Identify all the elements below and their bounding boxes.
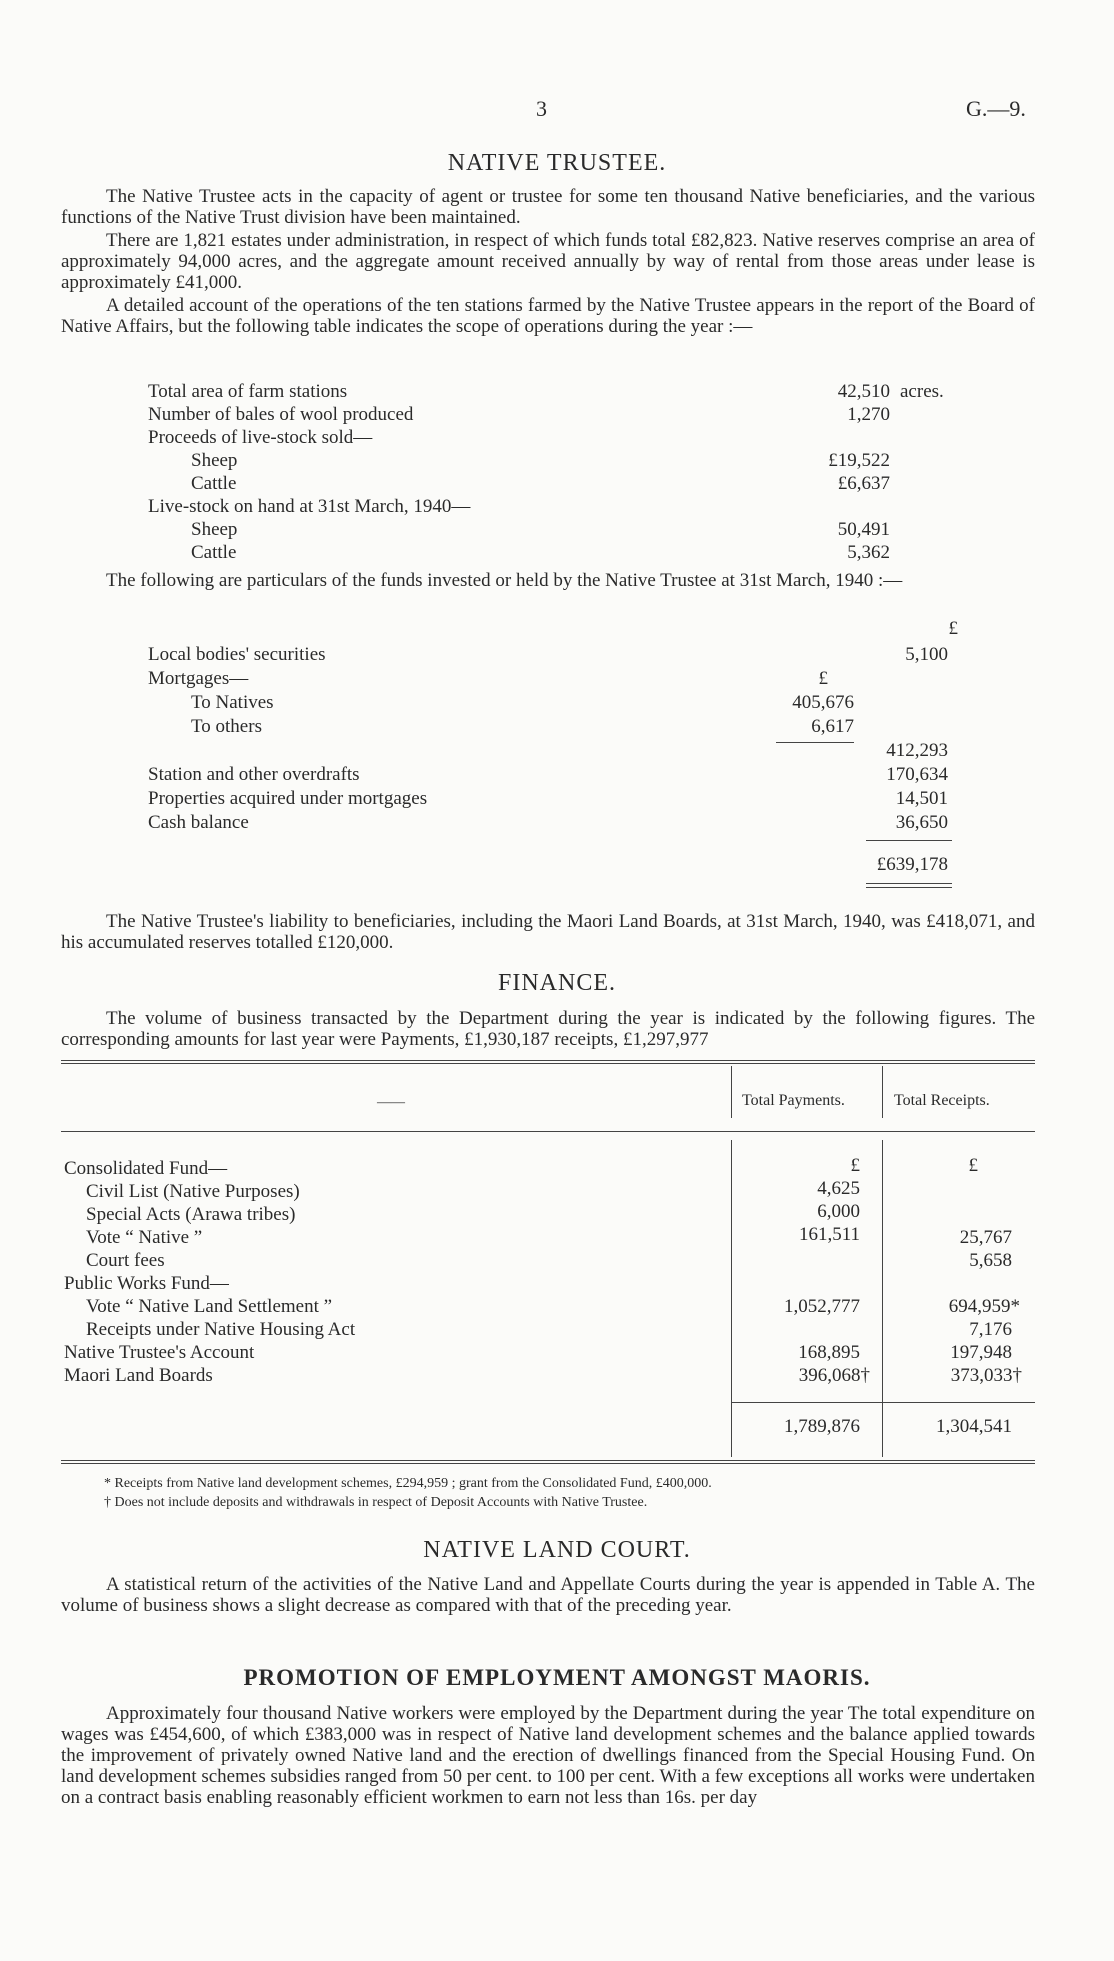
table-row-label: Civil List (Native Purposes) — [86, 1181, 300, 1202]
column-divider — [882, 1066, 883, 1118]
double-rule — [866, 887, 952, 888]
document-reference: G.—9. — [966, 96, 1026, 121]
table-row-label: Maori Land Boards — [64, 1365, 213, 1386]
table-row-label: Public Works Fund— — [64, 1273, 229, 1294]
properties-value: 14,501 — [895, 788, 948, 809]
table-cell-payments: 168,895 — [798, 1342, 860, 1363]
column-header-payments: Total Payments. — [742, 1092, 845, 1109]
column-header-blank: —— — [377, 1095, 405, 1110]
table-bottom-rule — [61, 1460, 1035, 1461]
table-row-label: Native Trustee's Account — [64, 1342, 255, 1363]
pound-sign: £ — [968, 1155, 978, 1176]
land-court-heading: NATIVE LAND COURT. — [423, 1537, 691, 1563]
header-rule — [61, 1131, 1035, 1132]
table-top-rule — [61, 1063, 1035, 1064]
native-trustee-paragraph-5: The Native Trustee's liability to beneficiaries, including the Maori Land Boards, at 31st March, 1940, was £418,071, and his accumulated reserves totalled £120,000. — [61, 911, 1035, 953]
mortgages-total: 412,293 — [886, 740, 948, 761]
column-divider — [882, 1140, 883, 1457]
page-number: 3 — [536, 96, 547, 121]
native-trustee-paragraph-3: A detailed account of the operations of the ten stations farmed by the Native Trustee appears in the report of the Board of Native Affairs, but the following table indicates the scope of operations during the year :— — [61, 295, 1035, 337]
cash-balance-value: 36,650 — [895, 812, 948, 833]
native-trustee-paragraph-4: The following are particulars of the funds invested or held by the Native Trustee at 31st March, 1940 :— — [106, 570, 903, 591]
list-item-value: 1,270 — [847, 404, 890, 425]
table-row-label: Consolidated Fund— — [64, 1158, 228, 1179]
table-cell-receipts: 197,948 — [950, 1342, 1012, 1363]
native-trustee-paragraph-2: There are 1,821 estates under administration, in respect of which funds total £82,823. Native reserves comprise an area of approximately 94,000 acres, and the aggregate amount received annually by way of rental from those areas under lease is approximately £41,000. — [61, 230, 1035, 293]
table-row-label: Court fees — [86, 1250, 165, 1271]
table-cell-receipts: 7,176 — [969, 1319, 1012, 1340]
total-payments: 1,789,876 — [784, 1416, 860, 1437]
properties-label: Properties acquired under mortgages — [148, 788, 428, 809]
column-divider — [731, 1140, 732, 1457]
pound-sign: £ — [948, 618, 958, 639]
table-cell-payments: 1,052,777 — [784, 1296, 860, 1317]
list-item-value: £19,522 — [828, 450, 890, 471]
land-court-paragraph: A statistical return of the activities of the Native Land and Appellate Courts during the year is appended in Table A. The volume of business shows a slight decrease as compared with that of the preceding year. — [61, 1574, 1035, 1616]
list-item-label: Sheep — [191, 450, 238, 471]
table-cell-receipts: 373,033† — [950, 1365, 1022, 1386]
subtotal-rule — [776, 742, 854, 743]
finance-footnote-2: † Does not include deposits and withdrawals in respect of Deposit Accounts with Native Trustee. — [104, 1495, 648, 1510]
pound-sign: £ — [850, 1155, 860, 1176]
employment-paragraph: Approximately four thousand Native workers were employed by the Department during the year The total expenditure on wages was £454,600, of which £383,000 was in respect of Native land development schemes and the balance applied towards the improvement of privately owned Native land and the erection of dwellings financed from the Special Housing Fund. On land development schemes subsidies ranged from 50 per cent. to 100 per cent. With a few exceptions all works were undertaken on a contract basis enabling reasonably efficient workmen to earn not less than 16s. per day — [61, 1703, 1035, 1808]
table-cell-payments: 161,511 — [798, 1224, 860, 1245]
table-cell-receipts: 25,767 — [959, 1227, 1012, 1248]
finance-heading: FINANCE. — [497, 970, 616, 996]
list-item-value: 50,491 — [837, 519, 890, 540]
list-item-label: Cattle — [191, 473, 237, 494]
pound-sign: £ — [818, 668, 828, 689]
to-natives-label: To Natives — [191, 692, 274, 713]
list-item-unit: acres. — [900, 381, 944, 402]
column-divider — [731, 1066, 732, 1118]
employment-heading: PROMOTION OF EMPLOYMENT AMONGST MAORIS. — [243, 1665, 871, 1690]
to-others-label: To others — [191, 716, 262, 737]
totals-rule — [731, 1402, 1035, 1403]
station-overdrafts-value: 170,634 — [886, 764, 948, 785]
total-receipts: 1,304,541 — [936, 1416, 1012, 1437]
list-item-label: Sheep — [191, 519, 238, 540]
table-cell-payments: 396,068† — [798, 1365, 870, 1386]
table-cell-payments: 4,625 — [817, 1178, 860, 1199]
table-row-label: Receipts under Native Housing Act — [86, 1319, 356, 1340]
to-natives-value: 405,676 — [792, 692, 854, 713]
list-item-value: 42,510 — [837, 381, 890, 402]
native-trustee-paragraph-1: The Native Trustee acts in the capacity of agent or trustee for some ten thousand Native beneficiaries, and the various functions of the Native Trust division have been maintained. — [61, 186, 1035, 228]
list-item-value: £6,637 — [837, 473, 890, 494]
table-row-label: Special Acts (Arawa tribes) — [86, 1204, 296, 1225]
list-item-label: Cattle — [191, 542, 237, 563]
table-cell-receipts: 694,959* — [948, 1296, 1020, 1317]
table-row-label: Vote “ Native Land Settlement ” — [86, 1296, 333, 1317]
finance-paragraph: The volume of business transacted by the Department during the year is indicated by the following figures. The corresponding amounts for last year were Payments, £1,930,187 receipts, £1,297,977 — [61, 1008, 1035, 1050]
cash-balance-label: Cash balance — [148, 812, 249, 833]
list-item-label: Proceeds of live-stock sold— — [148, 427, 373, 448]
station-overdrafts-label: Station and other overdrafts — [148, 764, 360, 785]
local-bodies-label: Local bodies' securities — [148, 644, 326, 665]
mortgages-label: Mortgages— — [148, 668, 249, 689]
list-item-value: 5,362 — [847, 542, 890, 563]
double-rule — [866, 883, 952, 884]
to-others-value: 6,617 — [811, 716, 854, 737]
table-bottom-rule — [61, 1463, 1035, 1464]
list-item-label: Total area of farm stations — [148, 381, 348, 402]
list-item-label: Live-stock on hand at 31st March, 1940— — [148, 496, 471, 517]
total-rule — [866, 840, 952, 841]
native-trustee-heading: NATIVE TRUSTEE. — [447, 150, 667, 176]
table-cell-payments: 6,000 — [817, 1201, 860, 1222]
local-bodies-value: 5,100 — [905, 644, 948, 665]
list-item-label: Number of bales of wool produced — [148, 404, 414, 425]
table-top-rule — [61, 1060, 1035, 1061]
table-row-label: Vote “ Native ” — [86, 1227, 203, 1248]
finance-footnote-1: * Receipts from Native land development schemes, £294,959 ; grant from the Consolidated Fund, £400,000. — [104, 1476, 712, 1491]
column-header-receipts: Total Receipts. — [894, 1092, 990, 1109]
grand-total: £639,178 — [876, 854, 948, 875]
table-cell-receipts: 5,658 — [969, 1250, 1012, 1271]
